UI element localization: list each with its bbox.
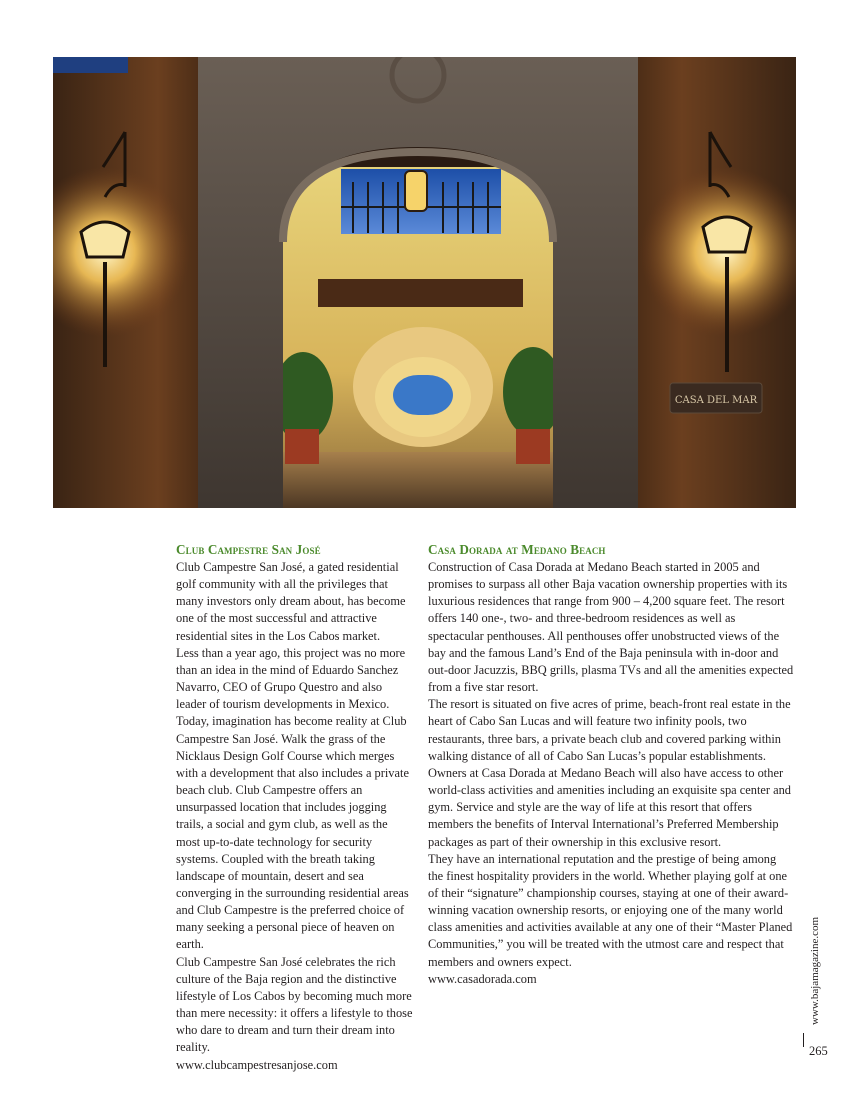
left-article	[176, 541, 414, 1074]
casa-del-mar-sign: CASA DEL MAR	[674, 395, 758, 406]
footer-divider	[803, 1033, 804, 1047]
left-paragraph-3: Club Campestre San José celebrates the rich culture of the Baja region and the distinctive lifestyle of Los Cabos by becoming much more than mere necessity: it offers a lifestyle to those who dare to dream and turn their dream into reality.	[176, 954, 413, 1055]
left-paragraph-2: Less than a year ago, this project was no more than an idea in the mind of Eduardo Sanchez Navarro, CEO of Grupo Questro and also leader of tourism developments in Mexico. Today, imagination has become reality at Club Campestre San José. Walk the grass of the Nicklaus Design Golf Course which merges with a development that also includes a private beach club. Club Campestre offers an unsurpassed location that includes jogging trails, a social and gym club, as well as the most up-to-date technology for security systems. Coupled with the breath taking landscape of mountain, desert and sea converging in the surrounding residential areas and Club Campestre is the preferred choice of many seeking a personal piece of heaven on earth.	[176, 645, 409, 952]
right-paragraph-1: Construction of Casa Dorada at Medano Beach started in 2005 and promises to surpass all other Baja vacation ownership properties with its luxurious residences that range from 900 – 4,200 square feet. The resort offers 140 one-, two- and three-bedroom residences as well as spectacular penthouses. All penthouses offer unobstructed views of the bay and the famous Land’s End of the Baja peninsula with in-door and out-door Jacuzzis, BBQ grills, plasma TVs and all the amenities expected from a five star resort.	[428, 560, 794, 695]
right-paragraph-3: They have an international reputation and the prestige of being among the finest hospitality providers in the world. Whether playing golf at one of their “signature” championship courses, staying at one of their award-winning vacation ownership resorts, or enjoying one of the many world class amenities and activities available at any one of their “Master Planed Communities,” you will be treated with the utmost care and respect that members and owners expect.	[428, 851, 793, 969]
left-paragraph-1: Club Campestre San José, a gated residential golf community with all the privileges that many investors only dream about, has become one of the most successful and attractive residential sites in the Los Cabos market.	[176, 560, 406, 643]
left-article-heading: Club Campestre San José	[176, 542, 321, 557]
magazine-url[interactable]: www.bajamagazine.com	[809, 916, 821, 1025]
right-paragraph-2: The resort is situated on five acres of prime, beach-front real estate in the heart of Cabo San Lucas and will feature two infinity pools, two restaurants, three bars, a private beach club and covered parking within walking distance of all of Cabo San Lucas’s popular establishments. Owners at Casa Dorada at Medano Beach will also have access to other world-class activities and amenities including an exquisite spa center and gym. Service and style are the way of life at this resort that offers members the benefits of Interval International’s Preferred Membership packages as part of their ownership in this exclusive resort.	[428, 697, 792, 849]
hero-photo	[53, 57, 796, 508]
archway-illustration	[53, 57, 796, 508]
right-website-link[interactable]: www.casadorada.com	[428, 971, 537, 986]
right-article	[428, 541, 794, 988]
page-number: 265	[809, 1044, 828, 1058]
right-article-heading: Casa Dorada at Medano Beach	[428, 542, 606, 557]
left-website-link[interactable]: www.clubcampestresanjose.com	[176, 1057, 338, 1072]
